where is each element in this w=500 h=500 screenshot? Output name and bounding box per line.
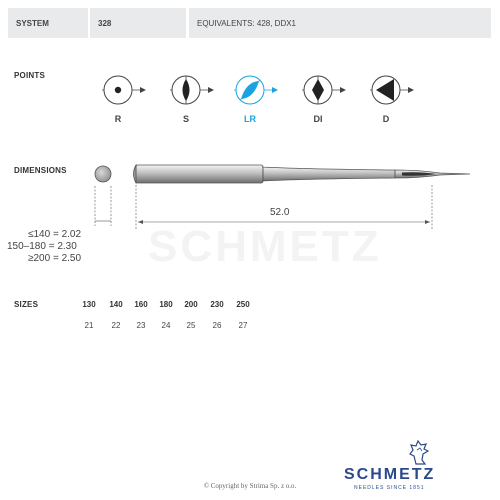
dimension-row-2: 150–180 = 2.30	[7, 241, 77, 252]
size-nm-250: 250	[236, 300, 250, 309]
point-label-r: R	[114, 114, 122, 124]
size-singer-22: 22	[111, 321, 121, 330]
shank-cross-section	[95, 166, 111, 182]
points-label: POINTS	[14, 71, 45, 80]
size-singer-26: 26	[212, 321, 222, 330]
point-d-icon	[370, 76, 414, 104]
needle	[134, 165, 471, 183]
point-lr-icon	[234, 76, 278, 104]
points-diagram	[0, 40, 500, 160]
size-nm-140: 140	[109, 300, 123, 309]
equivalents: EQUIVALENTS: 428, DDX1	[189, 8, 491, 38]
sizes-label: SIZES	[14, 300, 39, 309]
size-nm-130: 130	[82, 300, 96, 309]
size-nm-230: 230	[210, 300, 224, 309]
point-label-s: S	[182, 114, 189, 124]
dimension-row-1: ≤140 = 2.02	[28, 229, 82, 240]
size-singer-25: 25	[186, 321, 196, 330]
size-singer-24: 24	[161, 321, 171, 330]
size-singer-27: 27	[238, 321, 248, 330]
size-nm-180: 180	[159, 300, 173, 309]
point-label-di: DI	[313, 114, 323, 124]
brand-tagline: NEEDLES SINCE 1851	[354, 485, 425, 491]
size-nm-160: 160	[134, 300, 148, 309]
watermark: SCHMETZ	[148, 222, 382, 271]
size-nm-200: 200	[184, 300, 198, 309]
copyright-notice: © Copyright by Strima Sp. z o.o.	[203, 482, 297, 490]
size-singer-21: 21	[84, 321, 94, 330]
system-value: 328	[90, 8, 186, 38]
point-label-lr: LR	[244, 114, 256, 124]
point-di-icon	[302, 76, 346, 104]
needle-length: 52.0	[270, 207, 290, 218]
needle-diagram	[0, 150, 500, 270]
point-s-icon	[170, 76, 214, 104]
point-label-d: D	[382, 114, 390, 124]
size-singer-23: 23	[136, 321, 146, 330]
point-r-icon	[102, 76, 146, 104]
system-label: SYSTEM	[8, 8, 88, 38]
brand-logo: SCHMETZ	[344, 466, 436, 483]
lion-logo-icon	[404, 438, 434, 466]
dimension-row-3: ≥200 = 2.50	[28, 253, 82, 264]
dimensions-label: DIMENSIONS	[14, 166, 67, 175]
